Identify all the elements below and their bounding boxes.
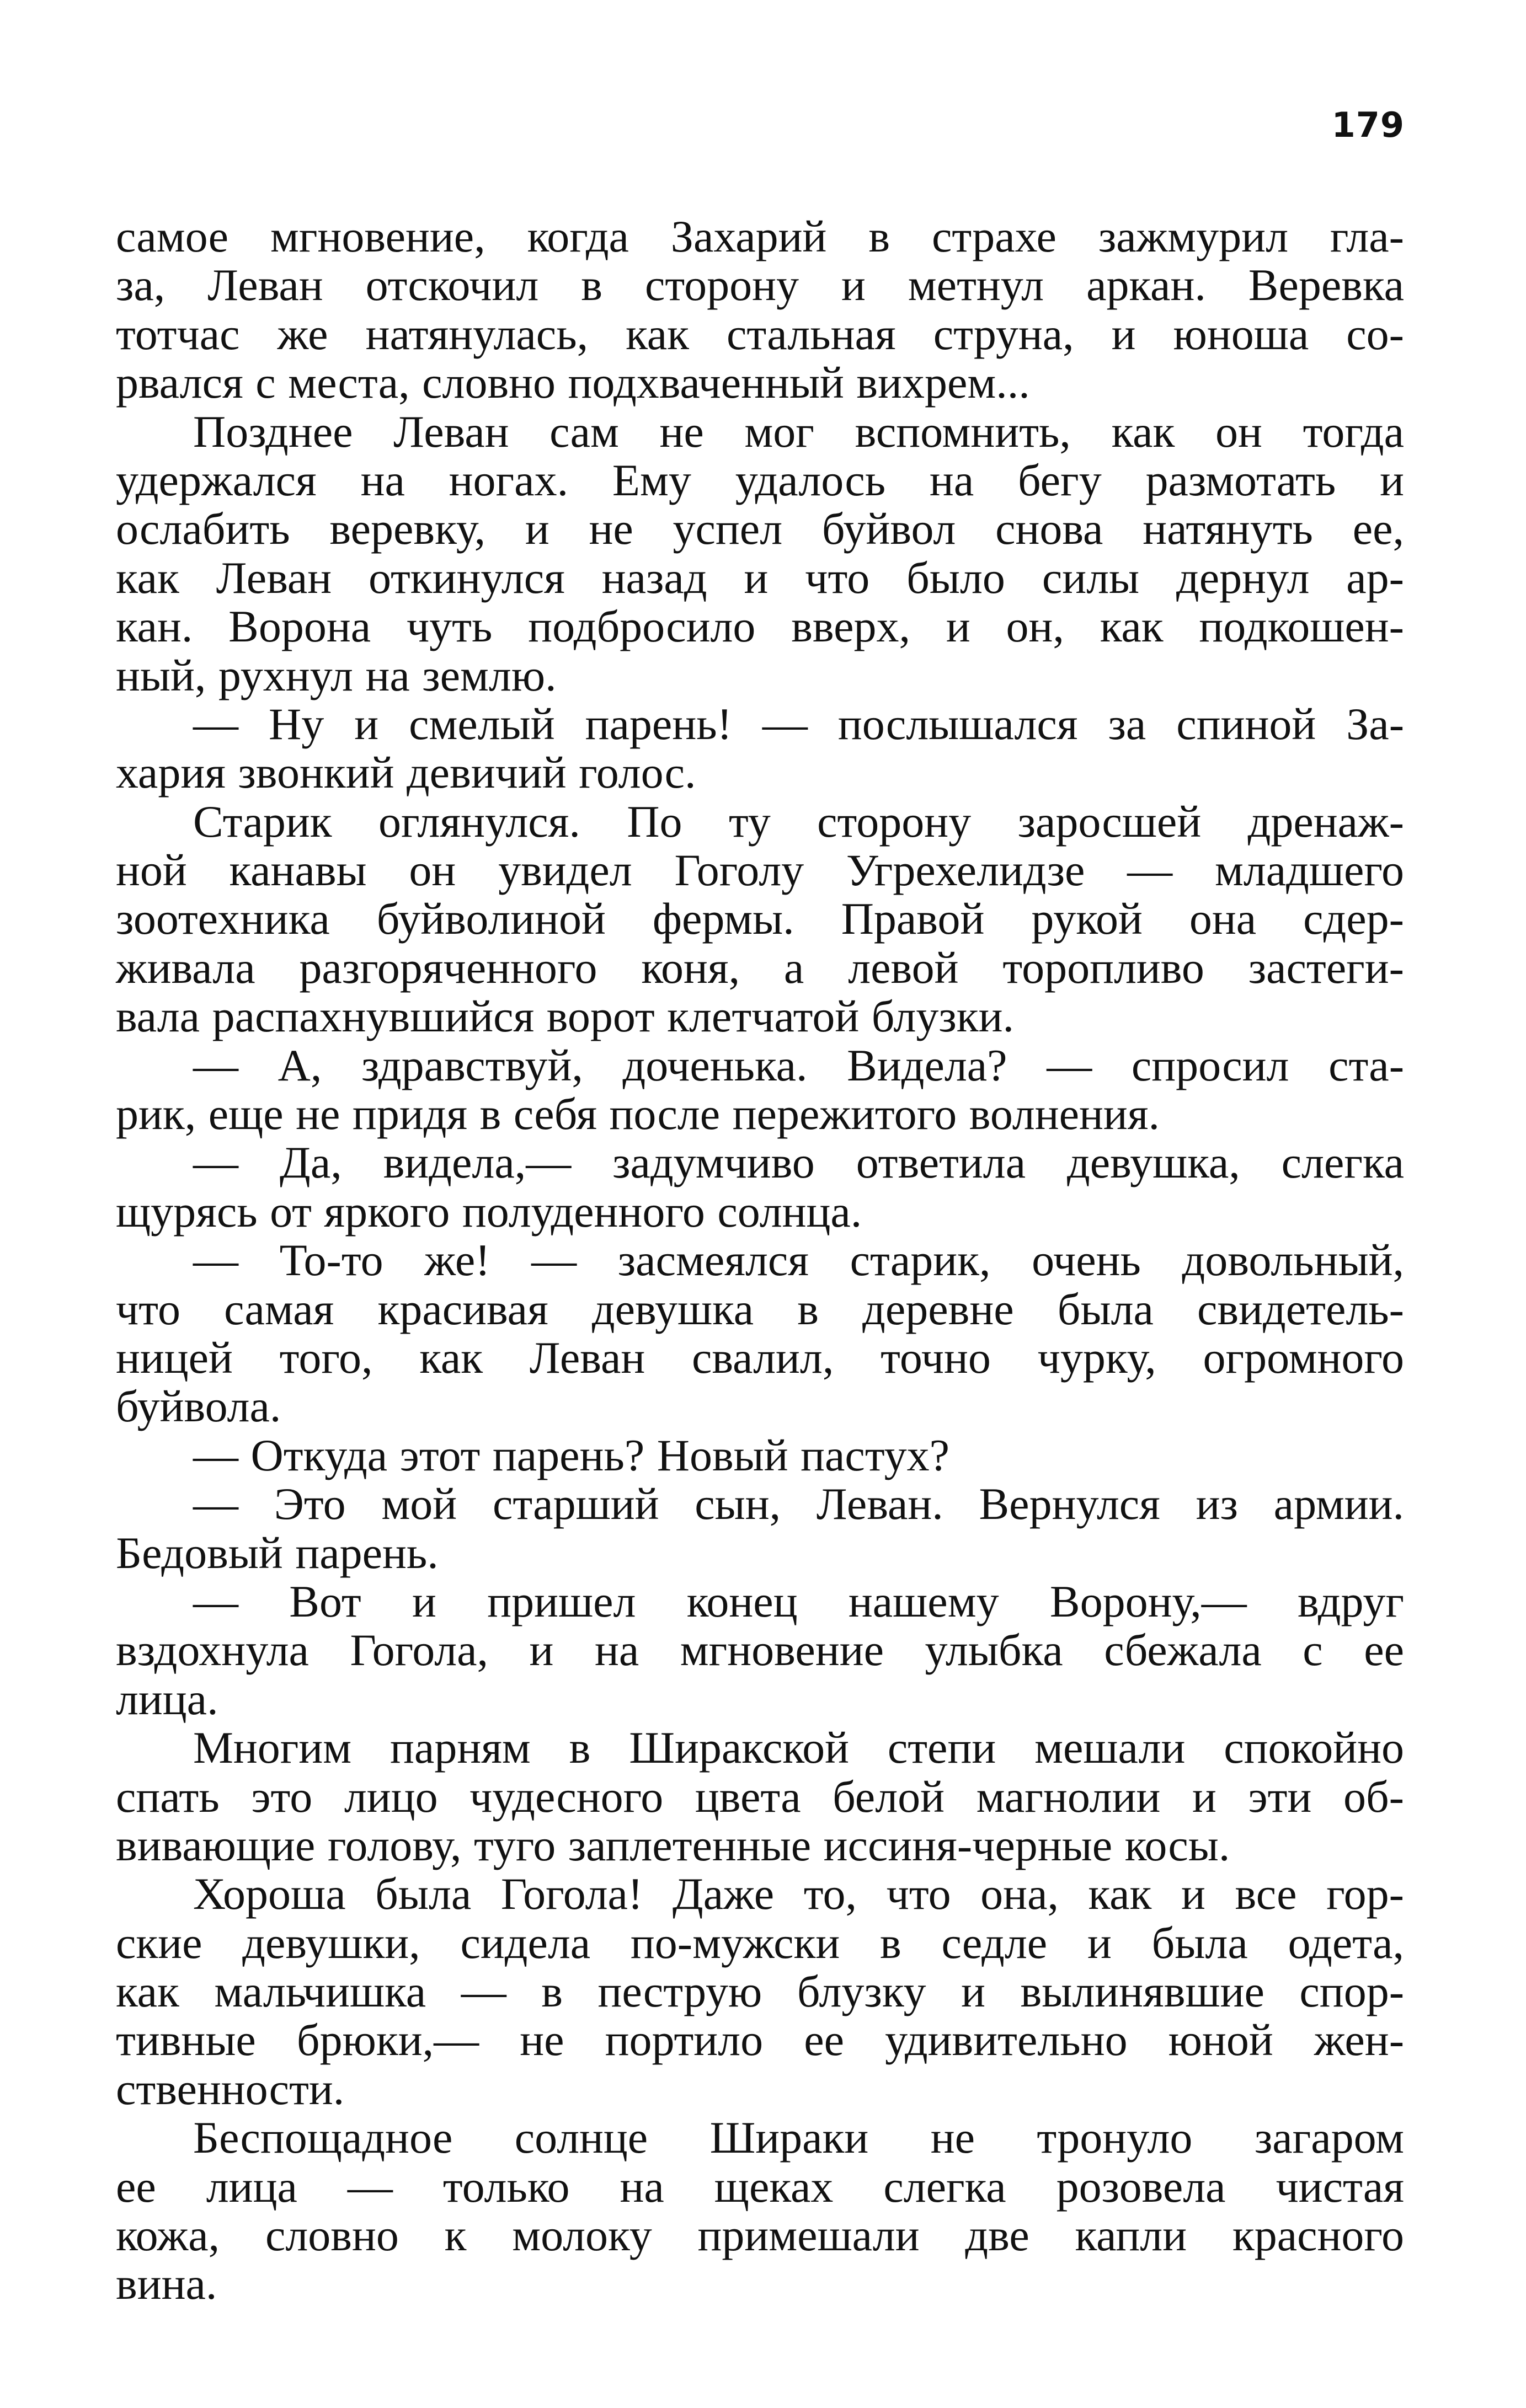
paragraph: [116, 1041, 1404, 1139]
paragraph: [116, 2113, 1404, 2309]
text-line: вивающие голову, туго заплетенные иссиня-черные косы.: [116, 1820, 1230, 1870]
text-line: самое мгновение, когда Захарий в страхе зажмурил гла-: [116, 211, 1404, 261]
paragraph: [116, 1431, 1404, 1480]
text-line: — Ну и смелый парень! — послышался за спиной За-: [193, 698, 1404, 749]
paragraph: [116, 798, 1404, 1041]
text-line: рик, еще не придя в себя после пережитого волнения.: [116, 1089, 1160, 1139]
paragraph: [116, 408, 1404, 700]
text-line: живала разгоряченного коня, а левой торопливо застеги-: [116, 942, 1404, 993]
text-line: щурясь от яркого полуденного солнца.: [116, 1186, 862, 1237]
paragraph: [116, 1138, 1404, 1236]
text-line: — Откуда этот парень? Новый пастух?: [193, 1430, 949, 1480]
text-line: Бедовый парень.: [116, 1527, 439, 1578]
text-line: — А, здравствуй, доченька. Видела? — спросил ста-: [193, 1040, 1404, 1090]
paragraph: [116, 700, 1404, 798]
page-number: 179: [1331, 105, 1405, 145]
text-line: рвался с места, словно подхваченный вихрем...: [116, 357, 1030, 408]
text-line: Беспощадное солнце Шираки не тронуло загаром: [193, 2112, 1404, 2163]
text-line: Старик оглянулся. По ту сторону заросшей дренаж-: [193, 796, 1404, 847]
text-line: хария звонкий девичий голос.: [116, 747, 696, 798]
text-line: вала распахнувшийся ворот клетчатой блузки.: [116, 991, 1015, 1042]
text-line: Позднее Леван сам не мог вспомнить, как он тогда: [193, 406, 1404, 457]
text-line: как мальчишка — в пеструю блузку и вылинявшие спор-: [116, 1966, 1404, 2017]
paragraph: [116, 1724, 1404, 1870]
text-line: — Вот и пришел конец нашему Ворону,— вдруг: [193, 1576, 1404, 1626]
text-line: ские девушки, сидела по-мужски в седле и была одета,: [116, 1917, 1404, 1968]
body-text: [116, 212, 1404, 2309]
text-line: ственности.: [116, 2063, 345, 2114]
text-line: спать это лицо чудесного цвета белой магнолии и эти об-: [116, 1771, 1404, 1822]
text-line: зоотехника буйволиной фермы. Правой рукой она сдер-: [116, 893, 1404, 944]
text-line: за, Леван отскочил в сторону и метнул аркан. Веревка: [116, 260, 1404, 311]
text-line: что самая красивая девушка в деревне была свидетель-: [116, 1283, 1404, 1334]
text-line: как Леван откинулся назад и что было силы дернул ар-: [116, 552, 1404, 603]
text-line: ее лица — только на щеках слегка розовела чистая: [116, 2161, 1404, 2212]
text-line: вздохнула Гогола, и на мгновение улыбка сбежала с ее: [116, 1625, 1404, 1676]
text-line: кан. Ворона чуть подбросило вверх, и он, как подкошен-: [116, 601, 1404, 652]
text-line: Хороша была Гогола! Даже то, что она, как и все гор-: [193, 1869, 1404, 1919]
text-line: ницей того, как Леван свалил, точно чурку, огромного: [116, 1332, 1404, 1383]
text-line: тивные брюки,— не портило ее удивительно юной жен-: [116, 2015, 1404, 2065]
text-line: буйвола.: [116, 1381, 281, 1432]
text-line: — Да, видела,— задумчиво ответила девушка, слегка: [193, 1137, 1404, 1188]
text-line: ослабить веревку, и не успел буйвол снова натянуть ее,: [116, 504, 1404, 554]
text-line: — То-то же! — засмеялся старик, очень довольный,: [193, 1235, 1404, 1286]
text-line: удержался на ногах. Ему удалось на бегу размотать и: [116, 454, 1404, 505]
text-line: Многим парням в Ширакской степи мешали спокойно: [193, 1722, 1404, 1773]
text-line: лица.: [116, 1673, 218, 1724]
text-line: — Это мой старший сын, Леван. Вернулся из армии.: [193, 1479, 1404, 1529]
paragraph: [116, 1577, 1404, 1724]
paragraph: [116, 1870, 1404, 2113]
paragraph: [116, 1480, 1404, 1577]
text-line: ный, рухнул на землю.: [116, 650, 557, 700]
text-line: кожа, словно к молоку примешали две капли красного: [116, 2210, 1404, 2261]
text-line: ной канавы он увидел Гоголу Угрехелидзе — младшего: [116, 845, 1404, 896]
text-line: вина.: [116, 2259, 217, 2309]
text-line: тотчас же натянулась, как стальная струна, и юноша со-: [116, 308, 1404, 359]
paragraph: [116, 212, 1404, 408]
paragraph: [116, 1236, 1404, 1431]
